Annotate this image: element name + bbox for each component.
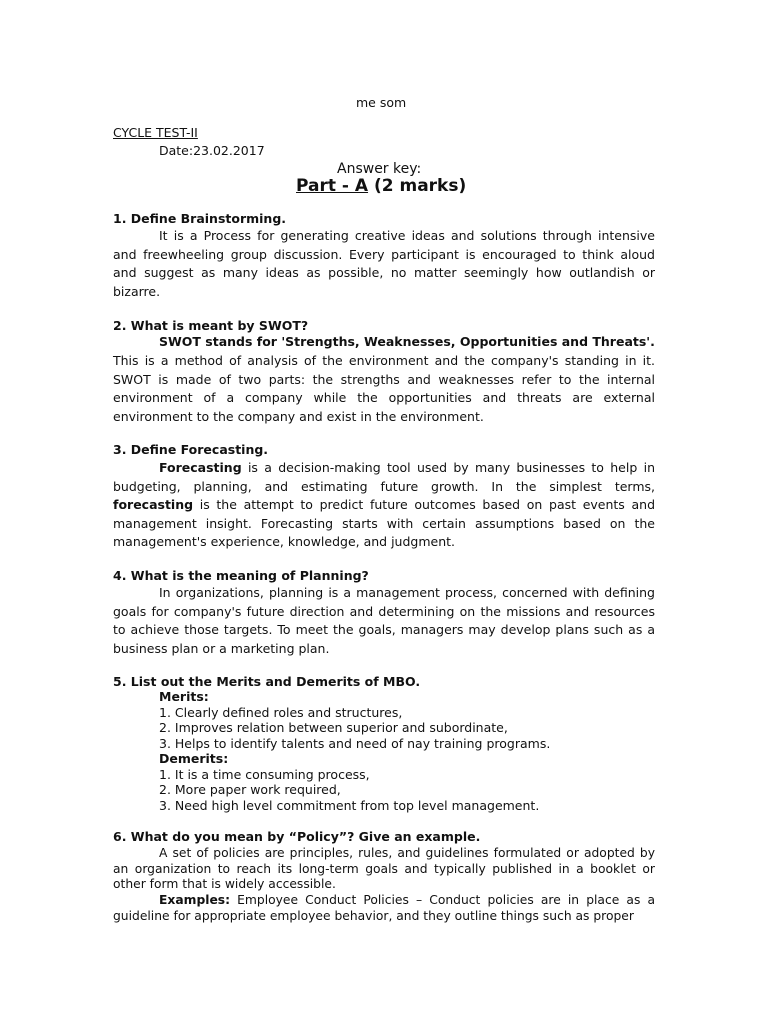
part-heading bbox=[296, 176, 466, 196]
part-marks: (2 marks) bbox=[368, 176, 467, 196]
header-text: me som bbox=[356, 95, 407, 110]
question-1-title: 1. Define Brainstorming. bbox=[113, 211, 287, 226]
term-forecasting-2: forecasting bbox=[113, 497, 194, 512]
question-6-answer: A set of policies are principles, rules, and guidelines formulated or adopted by an organization to reach its long-term goals and typically published in a booklet or other form that is widely accessible. bbox=[113, 846, 655, 891]
answer-key-heading: Answer key: bbox=[337, 161, 422, 177]
test-title: CYCLE TEST-II bbox=[113, 125, 198, 140]
test-date: Date:23.02.2017 bbox=[159, 143, 265, 158]
merits-heading: Merits: bbox=[159, 689, 209, 704]
list-item: 1. Clearly defined roles and structures, bbox=[159, 704, 403, 720]
question-6-title: 6. What do you mean by “Policy”? Give an example. bbox=[113, 829, 481, 844]
question-2-answer: This is a method of analysis of the environment and the company's standing in it. SWOT is made of two parts: the strengths and weaknesses refer to the internal environment of a company while the opportunities and threats are external environment to the company and exist in the environment. bbox=[113, 353, 655, 424]
part-label: Part - A bbox=[296, 176, 369, 196]
question-4-answer: In organizations, planning is a management process, concerned with defining goals for company's future direction and determining on the missions and resources to achieve those targets. To meet the goals, managers may develop plans such as a business plan or a marketing plan. bbox=[113, 585, 655, 656]
question-3-title: 3. Define Forecasting. bbox=[113, 442, 269, 457]
term-forecasting: Forecasting bbox=[159, 460, 242, 475]
question-4-title: 4. What is the meaning of Planning? bbox=[113, 568, 369, 583]
question-2-title: 2. What is meant by SWOT? bbox=[113, 318, 309, 333]
question-3-answer: Forecasting is a decision-making tool used by many businesses to help in budgeting, planning, and estimating future growth. In the simplest terms, forecasting is the attempt to predict future outcomes based on past events and management insight. Forecasting starts with certain assumptions based on the management's experience, knowledge, and judgment. bbox=[113, 460, 655, 549]
question-6-examples: Examples: Employee Conduct Policies – Conduct policies are in place as a guideline for appropriate employee behavior, and they outline things such as proper bbox=[113, 893, 655, 923]
examples-label: Examples: bbox=[159, 893, 231, 907]
list-item: 3. Helps to identify talents and need of nay training programs. bbox=[159, 735, 551, 751]
list-item: 2. More paper work required, bbox=[159, 782, 341, 797]
demerits-heading: Demerits: bbox=[159, 751, 229, 766]
question-1-answer: It is a Process for generating creative ideas and solutions through intensive and freewheeling group discussion. Every participant is encouraged to think aloud and suggest as many ideas as possible, no matter seemingly how outlandish or bizarre. bbox=[113, 228, 655, 299]
question-5-title: 5. List out the Merits and Demerits of MBO. bbox=[113, 674, 421, 689]
list-item: 2. Improves relation between superior and subordinate, bbox=[159, 720, 508, 735]
list-item: 1. It is a time consuming process, bbox=[159, 766, 370, 782]
question-2-lead: SWOT stands for 'Strengths, Weaknesses, Opportunities and Threats'. bbox=[159, 334, 655, 349]
merits-demerits-list bbox=[159, 689, 550, 813]
list-item: 3. Need high level commitment from top level management. bbox=[159, 797, 540, 813]
